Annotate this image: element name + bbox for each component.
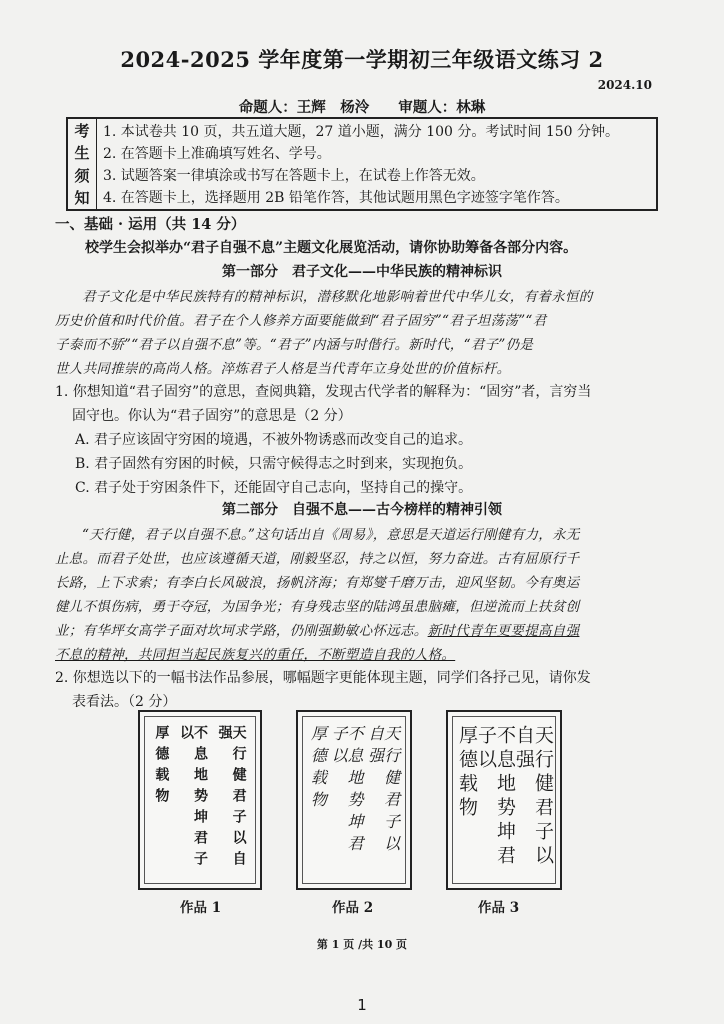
part2-passage-line	[55, 619, 579, 639]
exam-authors: 命题人：王辉 杨泠 审题人：林琳	[238, 99, 486, 116]
notice-label-char: 知	[74, 189, 90, 208]
part2-passage-line: 健儿不惧伤病，勇于夺冠，为国争光；有身残志坚的陆鸿虽患脑瘫，但逆流而上扶贫创	[55, 599, 580, 615]
notice-item: 3. 试题答案一律填涂或书写在答题卡上，在试卷上作答无效。	[103, 168, 485, 184]
q1-stem: 固守也。你认为“君子固穷”的意思是（2 分）	[72, 408, 352, 424]
part2-passage-plain: 业；有华坪女高学子面对坎坷求学路，仍刚强勤敏心怀远志。	[55, 623, 428, 639]
notice-items	[97, 119, 656, 209]
calligraphy-column: 不息地势坤君子以	[475, 725, 516, 869]
part1-heading: 第一部分 君子文化——中华民族的精神标识	[222, 264, 502, 280]
notice-label-char: 生	[74, 144, 90, 163]
part1-passage-line: 世人共同推崇的高尚人格。淬炼君子人格是当代青年立身处世的价值标杆。	[55, 361, 511, 377]
calligraphy-work-3	[446, 710, 562, 890]
calligraphy-column: 天行健君子以自强	[216, 725, 247, 872]
notice-item: 4. 在答题卡上，选择题用 2B 铅笔作答，其他试题用黑色字迹签字笔作答。	[103, 190, 569, 206]
q2-stem: 表看法。（2 分）	[72, 694, 177, 710]
q1-option-c: C. 君子处于穷困条件下，还能固守自己志向，坚持自己的操守。	[75, 480, 473, 496]
part2-passage-line: 长路，上下求索；有李白长风破浪，扬帆济海；有郑燮千磨万击，迎风坚韧。今有奥运	[55, 575, 580, 591]
part2-heading: 第二部分 自强不息——古今榜样的精神引领	[222, 502, 502, 518]
q1-stem: 1. 你想知道“君子固穷”的意思，查阅典籍，发现古代学者的解释为：“固穷”者，言穷当	[55, 384, 592, 400]
calligraphy-column: 天行健君子以自强	[513, 725, 554, 869]
calligraphy-column: 厚德载物	[153, 725, 170, 809]
calligraphy-column: 厚德载物	[456, 725, 478, 821]
part1-passage-line: 子泰而不骄”“君子以自强不息”等。“君子”内涵与时偕行。新时代，“君子”仍是	[55, 337, 534, 353]
page-number: 1	[357, 996, 367, 1014]
q2-stem: 2. 你想选以下的一幅书法作品参展，哪幅题字更能体现主题，同学们各抒己见，请你发	[55, 670, 591, 686]
notice-label-char: 考	[74, 121, 90, 140]
page-footer: 第 1 页 /共 10 页	[316, 938, 408, 951]
calligraphy-work-2	[296, 710, 412, 890]
section-heading: 一、基础 · 运用（共 14 分）	[55, 216, 246, 233]
calligraphy-column: 厚德载物	[308, 725, 328, 813]
calligraphy-work-1	[138, 710, 262, 890]
candidate-notice-box	[66, 117, 658, 211]
part2-passage-line: 止息。而君子处世，也应该遵循天道，刚毅坚忍，持之以恒，努力奋进。古有屈原行千	[55, 551, 580, 567]
notice-item: 2. 在答题卡上准确填写姓名、学号。	[103, 146, 331, 162]
q1-option-a: A. 君子应该固守穷困的境遇，不被外物诱惑而改变自己的追求。	[75, 432, 473, 448]
calligraphy-caption-3: 作品 3	[478, 900, 520, 916]
exam-title: 2024-2025 学年度第一学期初三年级语文练习 2	[120, 47, 604, 72]
part2-passage-line: “天行健，君子以自强不息。”这句话出自《周易》，意思是天道运行刚健有力，永无	[82, 527, 580, 543]
calligraphy-caption-1: 作品 1	[180, 900, 222, 916]
notice-label-char: 须	[74, 166, 90, 185]
calligraphy-column: 不息地势坤君子以	[328, 725, 364, 857]
part1-passage-line: 君子文化是中华民族特有的精神标识，潜移默化地影响着世代中华儿女，有着永恒的	[82, 289, 593, 305]
part1-passage-line: 历史价值和时代价值。君子在个人修养方面要能做到“君子固穷”“君子坦荡荡”“君	[55, 313, 547, 329]
section-intro: 校学生会拟举办“君子自强不息”主题文化展览活动，请你协助筹备各部分内容。	[85, 240, 578, 256]
calligraphy-column: 天行健君子以自强	[365, 725, 401, 857]
notice-item: 1. 本试卷共 10 页，共五道大题，27 道小题，满分 100 分。考试时间 150 分钟。	[103, 124, 620, 140]
q1-option-b: B. 君子固然有穷困的时候，只需守候得志之时到来，实现抱负。	[75, 456, 473, 472]
notice-label	[68, 119, 97, 209]
exam-date: 2024.10	[597, 78, 652, 92]
calligraphy-caption-2: 作品 2	[332, 900, 374, 916]
part2-passage-underlined: 不息的精神，共同担当起民族复兴的重任，不断塑造自我的人格。	[55, 647, 456, 663]
part2-passage-underlined: 新时代青年更要提高自强	[427, 623, 580, 639]
calligraphy-column: 不息地势坤君子以	[177, 725, 208, 872]
